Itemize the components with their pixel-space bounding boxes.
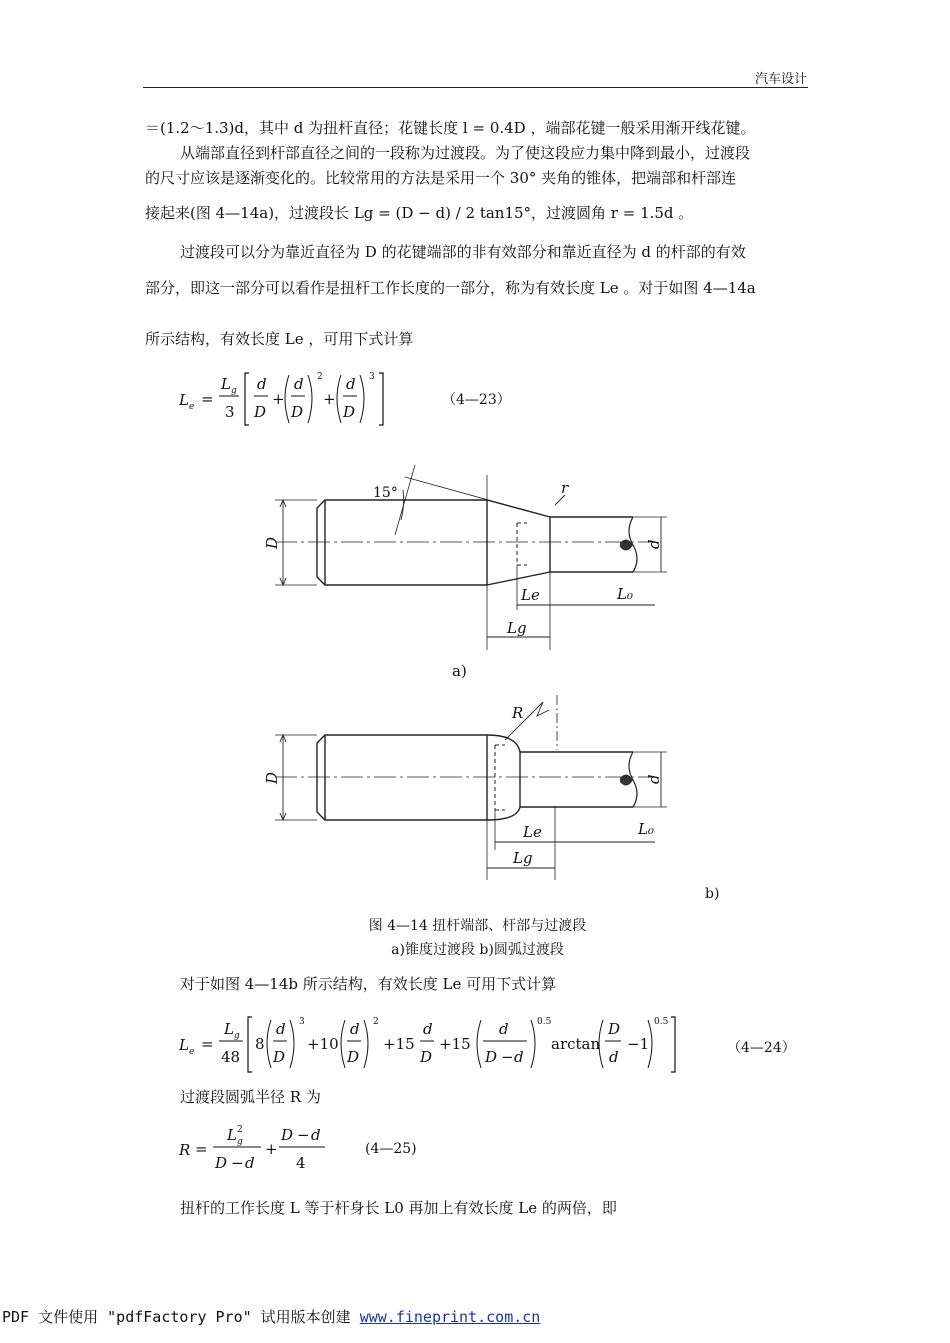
- svg-text:0.5: 0.5: [537, 1017, 552, 1027]
- svg-text:8: 8: [255, 1035, 265, 1053]
- svg-text:d: d: [346, 375, 356, 393]
- svg-text:L: L: [221, 375, 231, 393]
- svg-text:arctan: arctan: [551, 1035, 601, 1053]
- paragraph-2-line-2: 的尺寸应该是逐渐变化的。比较常用的方法是采用一个 30° 夹角的锥体，把端部和杆部连: [145, 169, 737, 187]
- svg-text:D: D: [291, 403, 304, 421]
- svg-text:+10: +10: [307, 1035, 339, 1053]
- paragraph-3-line-1: 过渡段可以分为靠近直径为 D 的花键端部的非有效部分和靠近直径为 d 的杆部的有效: [180, 243, 746, 261]
- footer-link[interactable]: www.fineprint.com.cn: [359, 1308, 541, 1326]
- fig-a-L0-label: L₀: [617, 585, 633, 603]
- svg-text:d: d: [609, 1048, 619, 1066]
- svg-text:L: L: [179, 391, 189, 409]
- paragraph-1: ＝(1.2～1.3)d，其中 d 为扭杆直径；花键长度 l = 0.4D ，端部花键一般采用渐开线花键。: [145, 119, 756, 137]
- equation-4-23-number: （4—23）: [442, 392, 511, 408]
- svg-text:d: d: [350, 1020, 360, 1038]
- footer-text: PDF 文件使用 "pdfFactory Pro" 试用版本创建: [2, 1308, 360, 1326]
- svg-text:R: R: [179, 1141, 191, 1159]
- paragraph-5: 过渡段圆弧半径 R 为: [180, 1088, 321, 1106]
- fig-a-Lg-label: Lg: [507, 619, 527, 637]
- svg-text:48: 48: [221, 1048, 241, 1066]
- fig-b-Lg-label: Lg: [513, 849, 533, 867]
- header-title: 汽车设计: [754, 72, 807, 87]
- figure-4-14a: [255, 455, 675, 685]
- svg-text:d: d: [514, 1048, 524, 1066]
- figure-a-sublabel: a): [452, 662, 467, 680]
- fig-a-Le-label: Le: [521, 586, 540, 604]
- fig-a-r-label: r: [561, 479, 569, 497]
- svg-text:3: 3: [369, 372, 375, 382]
- svg-text:d: d: [245, 1154, 255, 1172]
- paragraph-6: 扭杆的工作长度 L 等于杆身长 L0 再加上有效长度 Le 的两倍，即: [180, 1199, 617, 1217]
- paragraph-3-line-2: 部分，即这一部分可以看作是扭杆工作长度的一部分，称为有效长度 Le 。对于如图 4—14a: [145, 279, 756, 297]
- svg-text:D: D: [485, 1048, 498, 1066]
- paragraph-2-line-3: 接起来(图 4—14a)，过渡段长 Lg = (D − d) / 2 tan15°，过渡圆角 r = 1.5d 。: [145, 204, 694, 222]
- fig-b-Le-label: Le: [523, 823, 542, 841]
- svg-text:d: d: [311, 1126, 321, 1144]
- fig-b-R-label: R: [512, 704, 524, 722]
- fig-a-D-label: D: [263, 536, 281, 549]
- svg-text:−1: −1: [627, 1035, 650, 1053]
- svg-text:0.5: 0.5: [654, 1017, 669, 1027]
- svg-text:2: 2: [373, 1017, 379, 1027]
- svg-text:g: g: [237, 1137, 243, 1147]
- figure-caption-line-2: a)锥度过渡段 b)圆弧过渡段: [391, 942, 564, 958]
- equation-4-24: [175, 1012, 710, 1082]
- svg-text:d: d: [276, 1020, 286, 1038]
- svg-text:+15: +15: [439, 1035, 471, 1053]
- paragraph-3-line-3: 所示结构，有效长度 Le ，可用下式计算: [145, 330, 414, 348]
- figure-4-14b: [255, 690, 720, 902]
- header-rule: [143, 87, 808, 88]
- svg-text:d: d: [294, 375, 304, 393]
- svg-text:−: −: [297, 1126, 310, 1144]
- svg-text:D: D: [343, 403, 356, 421]
- svg-text:D: D: [347, 1048, 360, 1066]
- svg-text:e: e: [189, 402, 195, 412]
- svg-text:4: 4: [296, 1154, 306, 1172]
- equation-4-25: [175, 1120, 345, 1184]
- svg-text:3: 3: [299, 1017, 305, 1027]
- svg-text:D: D: [281, 1126, 294, 1144]
- svg-text:L: L: [179, 1036, 189, 1054]
- svg-text:e: e: [189, 1047, 195, 1057]
- paragraph-4: 对于如图 4—14b 所示结构，有效长度 Le 可用下式计算: [180, 975, 557, 993]
- fig-b-d-label: d: [645, 774, 663, 784]
- svg-text:d: d: [423, 1020, 433, 1038]
- svg-text:D: D: [608, 1020, 621, 1038]
- svg-text:+15: +15: [383, 1035, 415, 1053]
- svg-text:L: L: [227, 1126, 237, 1144]
- svg-text:D: D: [273, 1048, 286, 1066]
- svg-text:g: g: [234, 1031, 240, 1041]
- svg-text:D: D: [254, 403, 267, 421]
- svg-text:d: d: [257, 375, 267, 393]
- svg-text:3: 3: [225, 403, 235, 421]
- equation-4-25-number: (4—25): [365, 1141, 417, 1157]
- svg-text:=: =: [201, 390, 214, 408]
- figure-caption-line-1: 图 4—14 扭杆端部、杆部与过渡段: [368, 918, 587, 934]
- fig-b-L0-label: L₀: [638, 820, 654, 838]
- svg-text:2: 2: [317, 372, 323, 382]
- svg-text:−: −: [501, 1048, 514, 1066]
- footer: [2, 1306, 540, 1327]
- equation-4-23: [175, 367, 425, 435]
- fig-b-D-label: D: [263, 771, 281, 784]
- svg-text:2: 2: [237, 1125, 243, 1135]
- svg-text:+: +: [323, 390, 336, 408]
- paragraph-2-line-1: 从端部直径到杆部直径之间的一段称为过渡段。为了使这段应力集中降到最小，过渡段: [180, 144, 751, 162]
- fig-a-angle-label: 15°: [373, 485, 398, 501]
- svg-text:=: =: [201, 1035, 214, 1053]
- svg-text:+: +: [265, 1140, 278, 1158]
- svg-text:g: g: [231, 386, 237, 396]
- fig-b-sublabel: b): [705, 886, 720, 902]
- fig-a-d-label: d: [645, 539, 663, 549]
- svg-text:d: d: [499, 1020, 509, 1038]
- svg-text:−: −: [231, 1154, 244, 1172]
- equation-4-24-number: （4—24）: [727, 1040, 796, 1056]
- svg-text:D: D: [420, 1048, 433, 1066]
- svg-text:D: D: [215, 1154, 228, 1172]
- svg-text:=: =: [195, 1140, 208, 1158]
- svg-text:L: L: [224, 1020, 234, 1038]
- svg-text:+: +: [272, 390, 285, 408]
